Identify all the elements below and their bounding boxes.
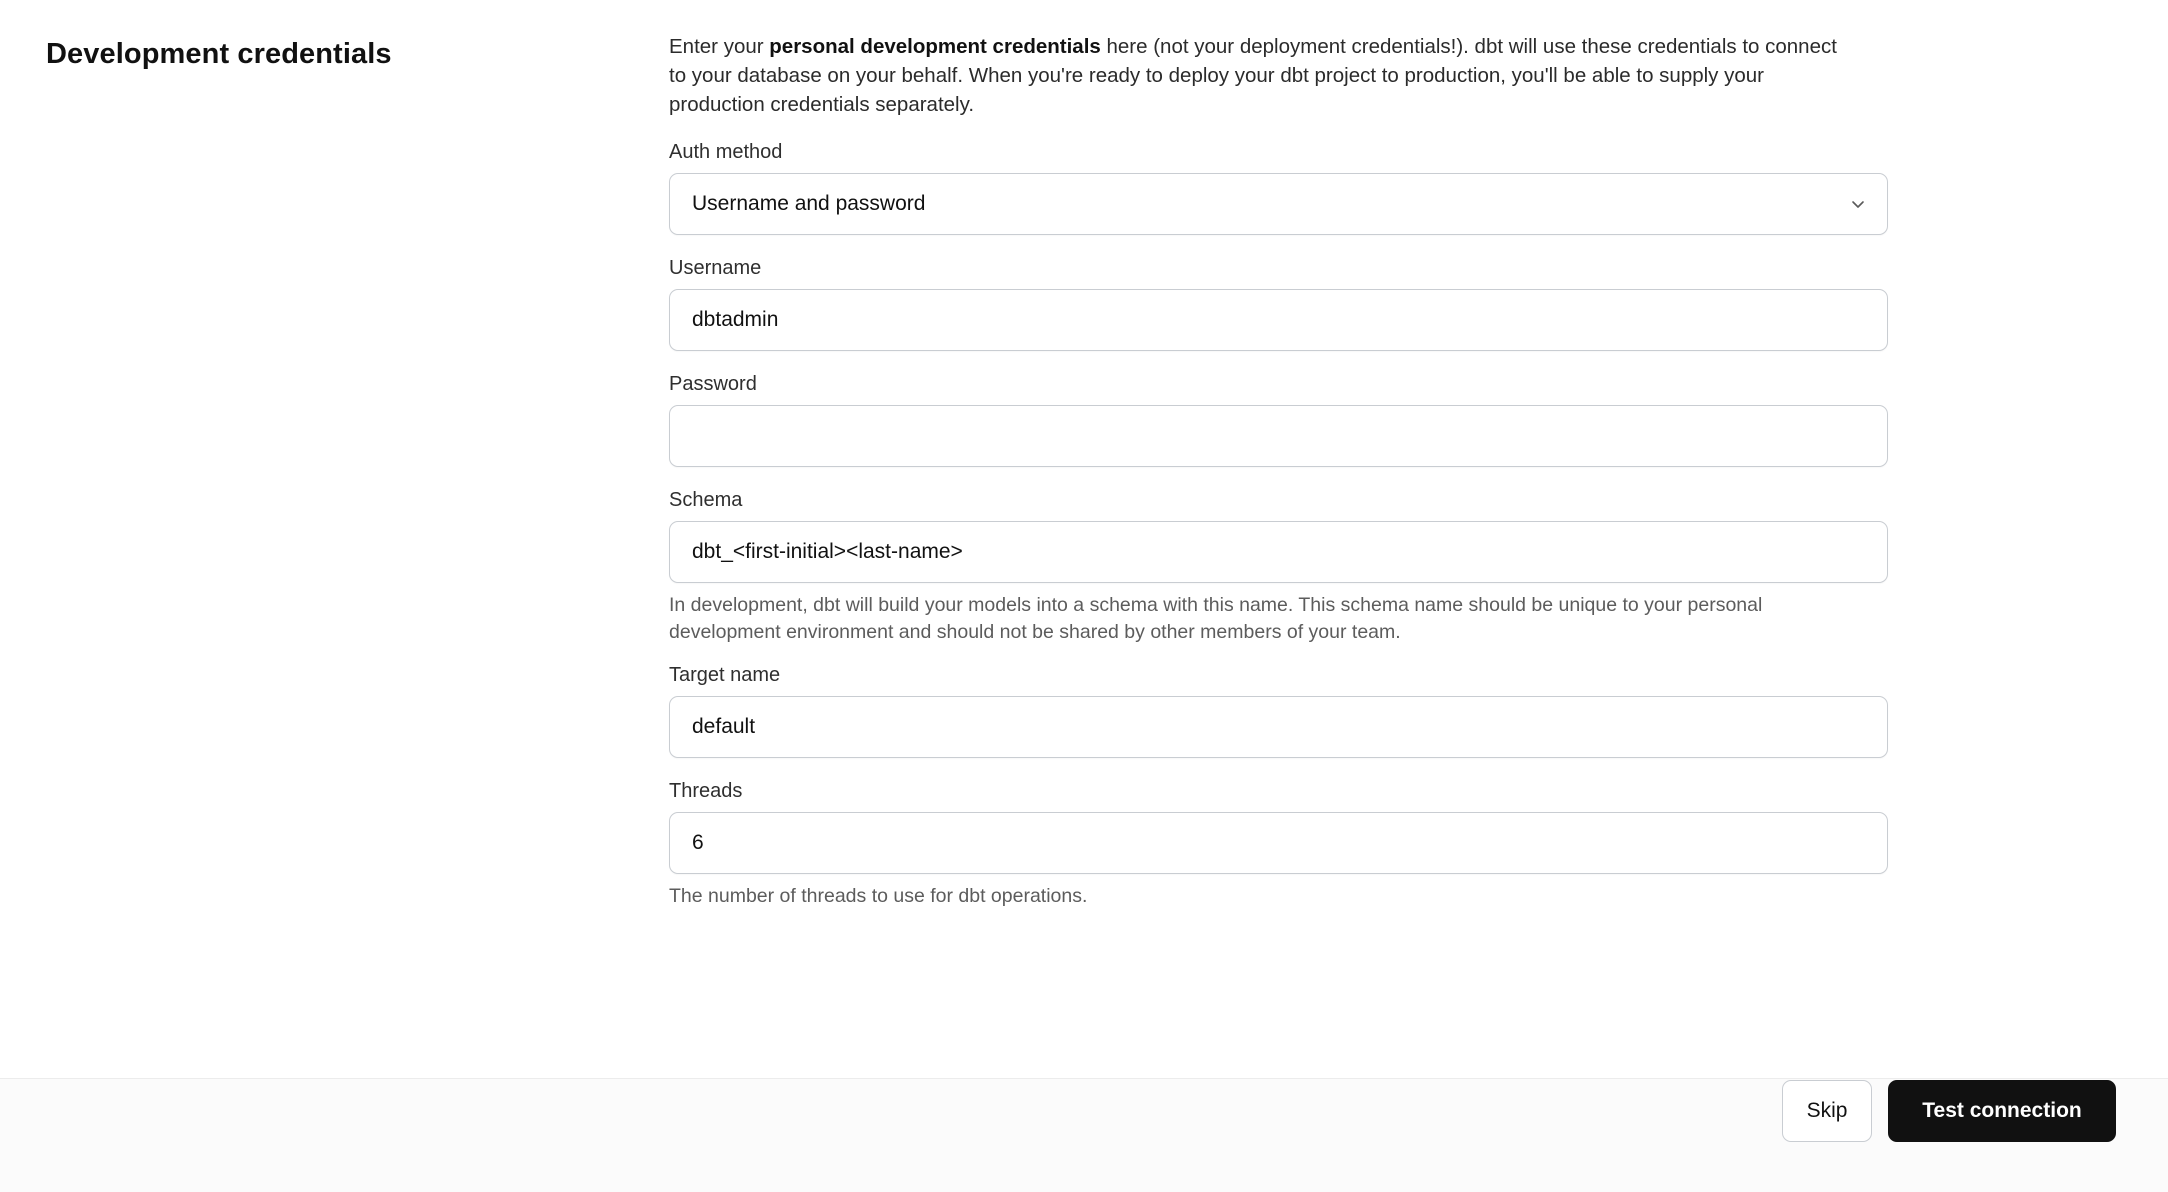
field-threads (669, 780, 1888, 910)
auth-method-label: Auth method (669, 141, 783, 163)
auth-method-select[interactable] (669, 173, 1888, 235)
credentials-form (669, 32, 1888, 920)
chevron-down-icon (1849, 195, 1867, 213)
auth-method-value: Username and password (692, 192, 926, 215)
threads-label: Threads (669, 780, 743, 802)
intro-text-emphasis: personal development credentials (769, 35, 1101, 58)
threads-value: 6 (692, 831, 704, 854)
target-name-input[interactable] (669, 696, 1888, 758)
target-name-value: default (692, 715, 756, 738)
intro-text-before: Enter your (669, 35, 770, 58)
username-label: Username (669, 257, 762, 279)
skip-button[interactable]: Skip (1782, 1080, 1872, 1142)
field-target-name (669, 664, 1888, 758)
field-schema (669, 489, 1888, 646)
intro-text (669, 32, 1844, 119)
threads-input[interactable] (669, 812, 1888, 874)
test-connection-button[interactable]: Test connection (1888, 1080, 2116, 1142)
field-password (669, 373, 1888, 467)
schema-help-text: In development, dbt will build your models into a schema with this name. This schema name should be unique to your personal development environment and should not be shared by other members of your team. (669, 594, 1763, 643)
field-auth-method (669, 141, 1888, 235)
intro-text-after: here (not your deployment credentials!). dbt will use these credentials to connect to your database on your behalf. When you're ready to deploy your dbt project to production, you'll be able to supply your production credentials separately. (669, 35, 1837, 116)
password-label: Password (669, 373, 757, 395)
target-name-label: Target name (669, 664, 781, 686)
username-value: dbtadmin (692, 308, 779, 331)
username-input[interactable] (669, 289, 1888, 351)
page-title: Development credentials (46, 38, 392, 70)
field-username (669, 257, 1888, 351)
schema-label: Schema (669, 489, 743, 511)
threads-help-text: The number of threads to use for dbt operations. (669, 885, 1088, 907)
footer-actions (1782, 1080, 2116, 1142)
schema-value: dbt_<first-initial><last-name> (692, 540, 963, 563)
password-input[interactable] (669, 405, 1888, 467)
schema-input[interactable] (669, 521, 1888, 583)
